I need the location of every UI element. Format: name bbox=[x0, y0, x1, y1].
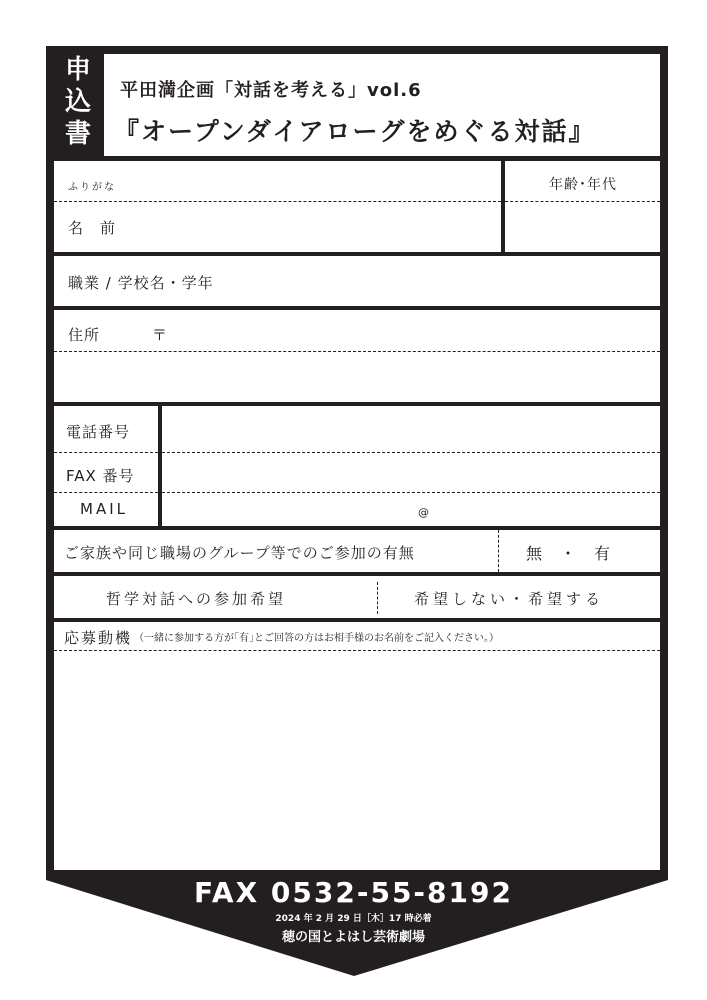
at-mark: @ bbox=[418, 506, 430, 519]
address-field[interactable] bbox=[54, 310, 660, 402]
motive-label: 応募動機 bbox=[64, 629, 133, 647]
footer-deadline: 2024 年 2 月 29 日［木］17 時必着 bbox=[275, 914, 432, 924]
group-participation-row[interactable] bbox=[54, 530, 660, 572]
postal-mark: 〒 bbox=[152, 326, 169, 344]
contact-labels bbox=[54, 406, 158, 526]
furigana-label: ふりがな bbox=[68, 182, 116, 193]
address-label: 住所 bbox=[68, 326, 101, 344]
mail-label: MAIL bbox=[80, 500, 128, 518]
fax-label: FAX 番号 bbox=[66, 467, 135, 485]
application-form bbox=[46, 46, 668, 876]
form-stamp: 申 込 書 bbox=[64, 55, 91, 149]
main-title: 『オープンダイアローグをめぐる対話』 bbox=[114, 117, 596, 146]
series-title: 平田満企画「対話を考える」vol.6 bbox=[120, 80, 422, 101]
philosophy-question: 哲学対話への参加希望 bbox=[106, 590, 287, 608]
age-label: 年齢･年代 bbox=[549, 177, 617, 193]
occupation-label: 職業 / 学校名・学年 bbox=[68, 274, 214, 292]
group-question: ご家族や同じ職場のグループ等でのご参加の有無 bbox=[64, 544, 415, 562]
age-field[interactable] bbox=[505, 161, 660, 252]
header-title-box bbox=[104, 54, 660, 156]
occupation-field[interactable] bbox=[54, 256, 660, 306]
contact-inputs[interactable] bbox=[162, 406, 660, 526]
group-options[interactable]: 無 ・ 有 bbox=[526, 544, 612, 563]
phone-label: 電話番号 bbox=[66, 423, 131, 441]
motive-note: （一緒に参加する方が｢有｣とご回答の方はお相手様のお名前をご記入ください。） bbox=[134, 633, 499, 644]
name-label: 名 前 bbox=[68, 219, 117, 237]
motive-field[interactable] bbox=[54, 622, 660, 870]
footer-fax-number: FAX 0532-55-8192 bbox=[194, 876, 513, 909]
name-field[interactable] bbox=[54, 161, 501, 252]
philosophy-options[interactable]: 希望しない・希望する bbox=[414, 590, 605, 608]
philosophy-dialog-row[interactable] bbox=[54, 576, 660, 618]
footer-venue: 穂の国とよはし芸術劇場 bbox=[281, 930, 425, 945]
